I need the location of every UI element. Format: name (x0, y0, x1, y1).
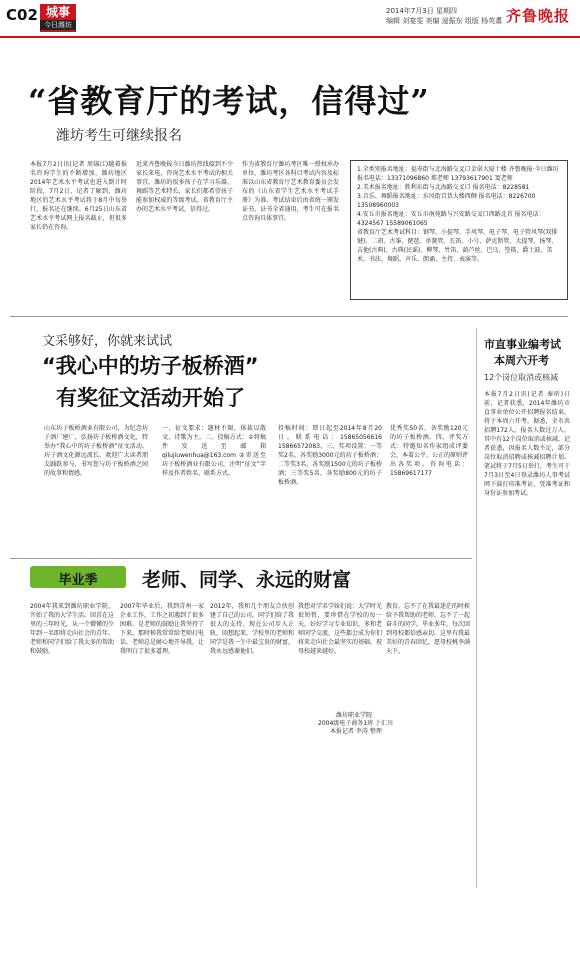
story1-headline: “省教育厅的考试，信得过” (28, 82, 430, 120)
info-line: 3.音乐、舞蹈报名地址：东风街百货大楼西侧 报名电话：8226700 13508960003 (357, 193, 536, 209)
graduation-season-badge (30, 566, 126, 588)
sidebar-headline-2: 本周六开考 (494, 354, 549, 367)
masthead (0, 0, 580, 38)
sidebar-headline: 市直事业编考试 (484, 338, 561, 351)
info-line: 1.全类别报名地址：福寿街与北海路交叉口金诺大厦十楼 齐鲁晚报·今日潍坊 (357, 166, 559, 173)
story1-column-2: 近来齐鲁晚报今日潍坊热线接到不少家长来电，咨询艺术水平考试的相关事宜，潍坊的很多孩子在学习乐器、舞蹈等艺术特长，家长们都希望孩子能参加权威的等级考试。省教育厅主办的艺术水平考试，信得过。 (136, 161, 233, 213)
story3-signature-author: 2004级电子商务1班 于汇川 (318, 720, 393, 727)
registration-info-box (350, 160, 568, 300)
story3-column-3: 2012年，我和几个朋友合伙创建了自己的公司，同学们给了我很大的支持。现在公司步入正轨，回想起来，学校里的老师和同学是我一生中最宝贵的财富，我永远感谢他们。 (210, 603, 294, 655)
section-divider (10, 558, 472, 559)
editors-credit: 编辑 刘宴雯 美编 逯振东 组版 杨英翥 (386, 17, 503, 25)
section-divider (10, 316, 568, 317)
info-line: 4.安丘市报名地址：安丘市南苑路与兴安路交叉口西路北首 报名电话：4324567 15589061065 (357, 211, 545, 227)
story3-column-1: 2004年我来到潍坊职业学院，开始了我的大学生活。回首在这里的三年时光，从一个懵懂的少年到一名即将走向社会的青年，老师和同学们给了我太多的帮助和鼓励。 (30, 603, 114, 655)
story1-column-3: 作为省教育厅潍坊考区唯一授权承办单位，潍坊考区各科目考试内容及标准以山东省教育厅艺术教育委员会发布的《山东省学生艺术水平考试手册》为准，考试结束后由省统一颁发证书，证书全省通用，考生可在报名点咨询具体事宜。 (242, 161, 339, 222)
issue-date: 2014年7月3日 星期四 (386, 7, 457, 15)
story3-headline: 老师、同学、永远的财富 (142, 569, 352, 591)
sidebar-body: 本报7月2日讯(记者 秦昕)日前，记者获悉，2014年潍坊市直事业单位公开招聘报名结束，将于本周六开考。据悉，全市共招聘172人，报名人数过万人，其中有12个岗位取消或核减。记者获悉，因报名人数不足，部分岗位取消招聘或核减招聘计划。笔试将于7月5日举行，考生可于7月3日至4日登录潍坊人事考试网下载打印准考证，凭准考证和身份证参加考试。 (484, 391, 570, 497)
story1-column-1: 本报7月2日讯(记者 周锦江)随着报名咨询学生的不断增加，潍坊地区2014年艺术水平考试也进入倒计时阶段，7月2日，记者了解到，潍坊地区的艺术水平考试将于8月中旬举行，报名还在继续。6月25日山东省艺术水平考试网上报名截止，但很多家长仍在咨询。 (30, 161, 127, 231)
story2-headline-line2: 有奖征文活动开始了 (56, 386, 245, 410)
section-subname: 今日潍坊 (40, 20, 76, 30)
story2-column-3: 投稿时间：即日起至2014年8月20日。联系电话：15865056616 15866572083。三、奖项设置：一等奖2名，各奖励3000元的坊子板桥酒；二等奖3名，各奖励1500元的坊子板桥酒；三等奖5名，各奖励800元的坊子板桥酒。 (278, 425, 382, 486)
story3-column-4: 我想对学弟学妹们说：大学时光很短暂，要珍惜在学校的每一天，好好学习专业知识，多和老师同学交流，这些都会成为你们将来走向社会最坚实的基础。祝母校越来越好。 (298, 603, 382, 655)
page-number: C02 (6, 6, 38, 24)
story3-signature-reporter: 本报记者 李涛 整理 (330, 728, 382, 735)
story3-column-5: 教育，忘不了在我最迷茫的时候给予我帮助的老师，忘不了一起奋斗的同学。毕业多年，每次回到母校都倍感亲切，这里有我最美好的青春回忆，愿母校桃李满天下。 (386, 603, 470, 655)
info-line: 省教育厅艺术考试科目：钢琴、小提琴、手风琴、电子琴、电子管风琴(双排键)、二胡、古筝、琵琶、单簧管、长笛、小号、萨克斯管、大提琴、扬琴、吉他(古典)、古典(民谣)、柳琴、竹笛、葫芦丝、巴乌、箜篌、爵士鼓、美术、书法、舞蹈、声乐、朗诵、主持、表演等。 (357, 229, 558, 263)
section-name: 城事 (45, 5, 70, 19)
story3-signature-school: 潍坊职业学院 (336, 712, 373, 719)
story2-column-4: 优秀奖50名，各奖励120元的坊子板桥酒。四、评奖方式：特邀知名作家组成评委会，本着公平、公正的原则评出各奖项。咨询电话：15869617177 (390, 425, 468, 477)
story2-column-1: 山东坊子板桥酒业有限公司，为纪念坊子酒厂建厂，弘扬坊子板桥酒文化，特举办“我心中的坊子板桥酒”征文活动。坊子酒文化源远流长，欢迎广大读者朋友踊跃参与，书写您与坊子板桥酒之间的故事和情感。 (44, 425, 148, 477)
story1-subheadline: 潍坊考生可继续报名 (56, 128, 182, 144)
badge-label: 毕业季 (58, 573, 98, 588)
story2-kicker: 文采够好，你就来试试 (42, 334, 173, 349)
info-line: 报名电话：13371096860 郑老师 13793617901 窦老师 (357, 175, 513, 182)
paper-logo: 齐鲁晚报 (506, 7, 571, 25)
story2-column-2: 一、征文要求：题材不限，体裁以散文、诗歌为主。二、投稿方式：①将稿件发送至邮箱 qilujiuwenhua@163.com ②寄送至坊子板桥酒业有限公司，注明“征文”字样及作者姓名、联系方式。 (162, 425, 266, 477)
sidebar-subheadline: 12个岗位取消或核减 (484, 373, 559, 382)
info-line: 2.美术报名地址：胜利东街与北海路交叉口 报名电话：8228581 (357, 184, 530, 191)
story2-headline-line1: “我心中的坊子板桥酒” (42, 354, 259, 378)
story3-column-2: 2007年毕业后，我到青州一家企业工作，工作之初遇到了很多困难，是老师的鼓励让我坚持了下来。那时候我常常给老师打电话，老师总是耐心地开导我，让我明白了很多道理。 (120, 603, 204, 655)
column-divider (476, 328, 477, 888)
section-label (40, 4, 76, 32)
